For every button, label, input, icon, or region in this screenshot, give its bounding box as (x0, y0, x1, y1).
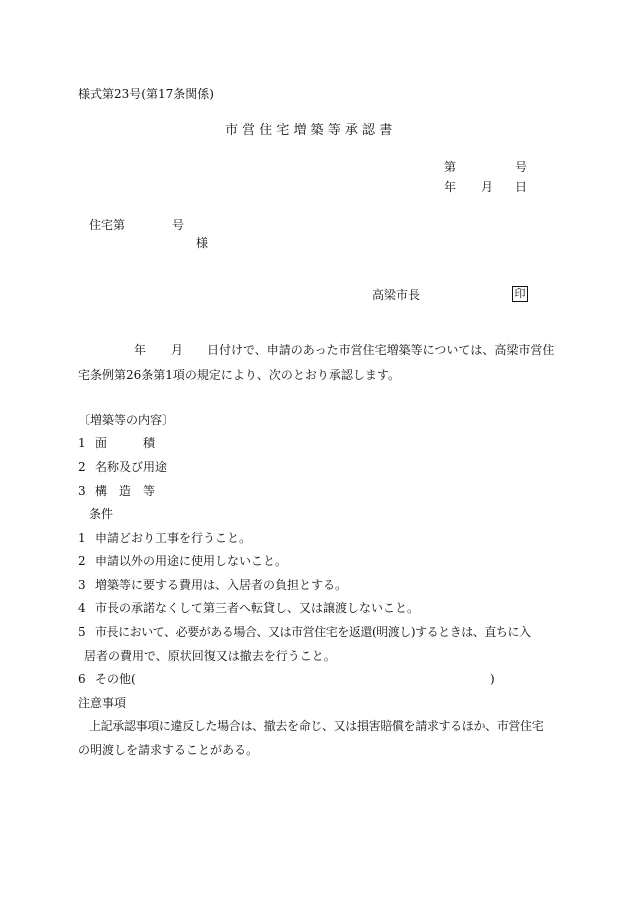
date-year: 年 (444, 180, 457, 194)
contents-item-label: 面 積 (95, 436, 156, 450)
date-month: 月 (481, 180, 494, 194)
notes-line-1: 上記承認事項に違反した場合は、撤去を命じ、又は損害賠償を請求するほか、市営住宅 (89, 719, 544, 733)
contents-item-label: 名称及び用途 (95, 460, 168, 474)
body-date-year: 年 (134, 343, 147, 357)
condition-num: 2 (78, 554, 86, 568)
condition-close-paren: ) (490, 672, 495, 686)
condition-text: 申請どおり工事を行うこと。 (95, 531, 252, 545)
conditions-heading: 条件 (89, 507, 114, 521)
date-day: 日 (515, 180, 528, 194)
issuer-title: 高梁市長 (372, 288, 421, 302)
addressee-number-suffix: 号 (172, 218, 185, 232)
contents-item-num: 3 (78, 484, 86, 498)
form-label: 様式第23号(第17条関係) (78, 87, 214, 101)
condition-text: その他( (95, 672, 136, 686)
addressee-honorific: 様 (196, 236, 209, 250)
condition-text: 申請以外の用途に使用しないこと。 (95, 554, 288, 568)
notes-heading: 注意事項 (78, 696, 127, 710)
condition-text: 市長の承諾なくして第三者へ転貸し、又は譲渡しないこと。 (95, 601, 420, 615)
addressee-housing: 住宅第 (89, 218, 126, 232)
condition-num: 1 (78, 531, 86, 545)
condition-num: 4 (78, 601, 86, 615)
condition-text: 市長において、必要がある場合、又は市営住宅を返還(明渡し)するときは、直ちに入 (95, 625, 531, 639)
condition-text: 増築等に要する費用は、入居者の負担とする。 (95, 578, 348, 592)
contents-item-num: 2 (78, 460, 86, 474)
body-line-1: 日付けで、申請のあった市営住宅増築等については、高梁市営住 (207, 343, 555, 357)
condition-num: 3 (78, 578, 86, 592)
doc-number-prefix: 第 (444, 160, 457, 174)
contents-item-label: 構 造 等 (95, 484, 156, 498)
condition-num: 6 (78, 672, 86, 686)
body-date-month: 月 (171, 343, 184, 357)
contents-heading: 〔増築等の内容〕 (78, 413, 175, 427)
body-line-2: 宅条例第26条第1項の規定により、次のとおり承認します。 (78, 368, 400, 382)
contents-item-num: 1 (78, 436, 86, 450)
document-title: 市 営 住 宅 増 築 等 承 認 書 (225, 123, 393, 138)
condition-text-continued: 居者の費用で、原状回復又は撤去を行うこと。 (84, 649, 336, 663)
doc-number-suffix: 号 (515, 160, 528, 174)
condition-num: 5 (78, 625, 86, 639)
seal-mark: 印 (512, 286, 528, 302)
notes-line-2: の明渡しを請求することがある。 (78, 743, 259, 757)
